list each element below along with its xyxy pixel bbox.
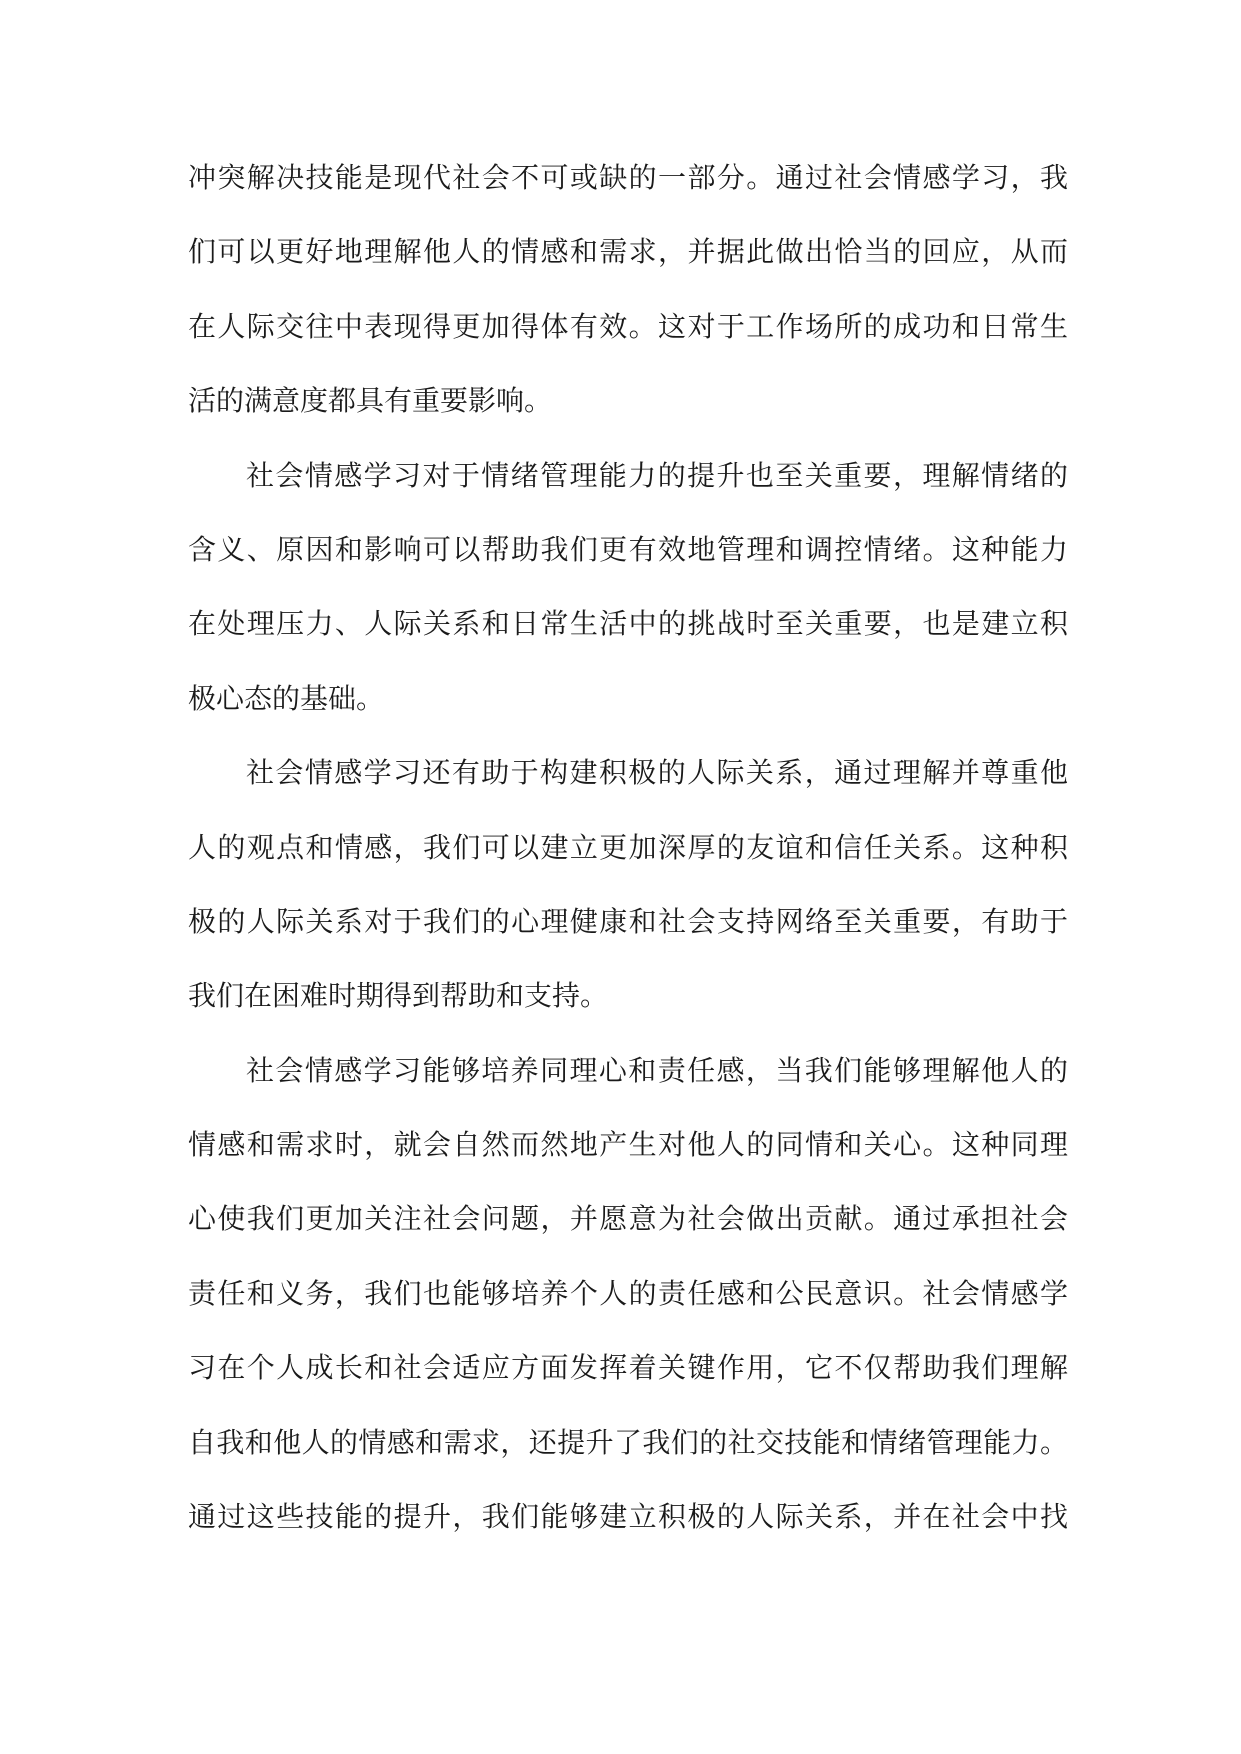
- paragraph-3-line-1: 社会情感学习还有助于构建积极的人际关系，通过理解并尊重他: [246, 756, 1068, 790]
- paragraph-2-line-2: 含义、原因和影响可以帮助我们更有效地管理和调控情绪。这种能力: [188, 532, 1068, 566]
- paragraph-2-line-1: 社会情感学习对于情绪管理能力的提升也至关重要，理解情绪的: [246, 458, 1068, 492]
- paragraph-4-line-4: 责任和义务，我们也能够培养个人的责任感和公民意识。社会情感学: [188, 1276, 1068, 1310]
- paragraph-4-line-7: 通过这些技能的提升，我们能够建立积极的人际关系，并在社会中找: [188, 1500, 1068, 1534]
- paragraph-4-line-5: 习在个人成长和社会适应方面发挥着关键作用，它不仅帮助我们理解: [188, 1351, 1068, 1385]
- paragraph-3-line-2: 人的观点和情感，我们可以建立更加深厚的友谊和信任关系。这种积: [188, 830, 1068, 864]
- paragraph-4-line-1: 社会情感学习能够培养同理心和责任感，当我们能够理解他人的: [246, 1053, 1068, 1087]
- paragraph-4-line-2: 情感和需求时，就会自然而然地产生对他人的同情和关心。这种同理: [188, 1128, 1068, 1162]
- paragraph-1-line-2: 们可以更好地理解他人的情感和需求，并据此做出恰当的回应，从而: [188, 235, 1068, 269]
- body-text: [188, 141, 1068, 1554]
- paragraph-1-line-1: 冲突解决技能是现代社会不可或缺的一部分。通过社会情感学习，我: [188, 161, 1068, 194]
- paragraph-4-line-3: 心使我们更加关注社会问题，并愿意为社会做出贡献。通过承担社会: [188, 1202, 1068, 1236]
- paragraph-3-line-4: 我们在困难时期得到帮助和支持。: [188, 979, 609, 1013]
- paragraph-1-line-4: 活的满意度都具有重要影响。: [188, 384, 553, 418]
- paragraph-2-line-4: 极心态的基础。: [188, 681, 385, 715]
- paragraph-4-line-6: 自我和他人的情感和需求，还提升了我们的社交技能和情绪管理能力。: [188, 1425, 1068, 1459]
- paragraph-1-line-3: 在人际交往中表现得更加得体有效。这对于工作场所的成功和日常生: [188, 309, 1068, 343]
- paragraph-2-line-3: 在处理压力、人际关系和日常生活中的挑战时至关重要，也是建立积: [188, 607, 1068, 641]
- paragraph-3-line-3: 极的人际关系对于我们的心理健康和社会支持网络至关重要，有助于: [188, 904, 1068, 938]
